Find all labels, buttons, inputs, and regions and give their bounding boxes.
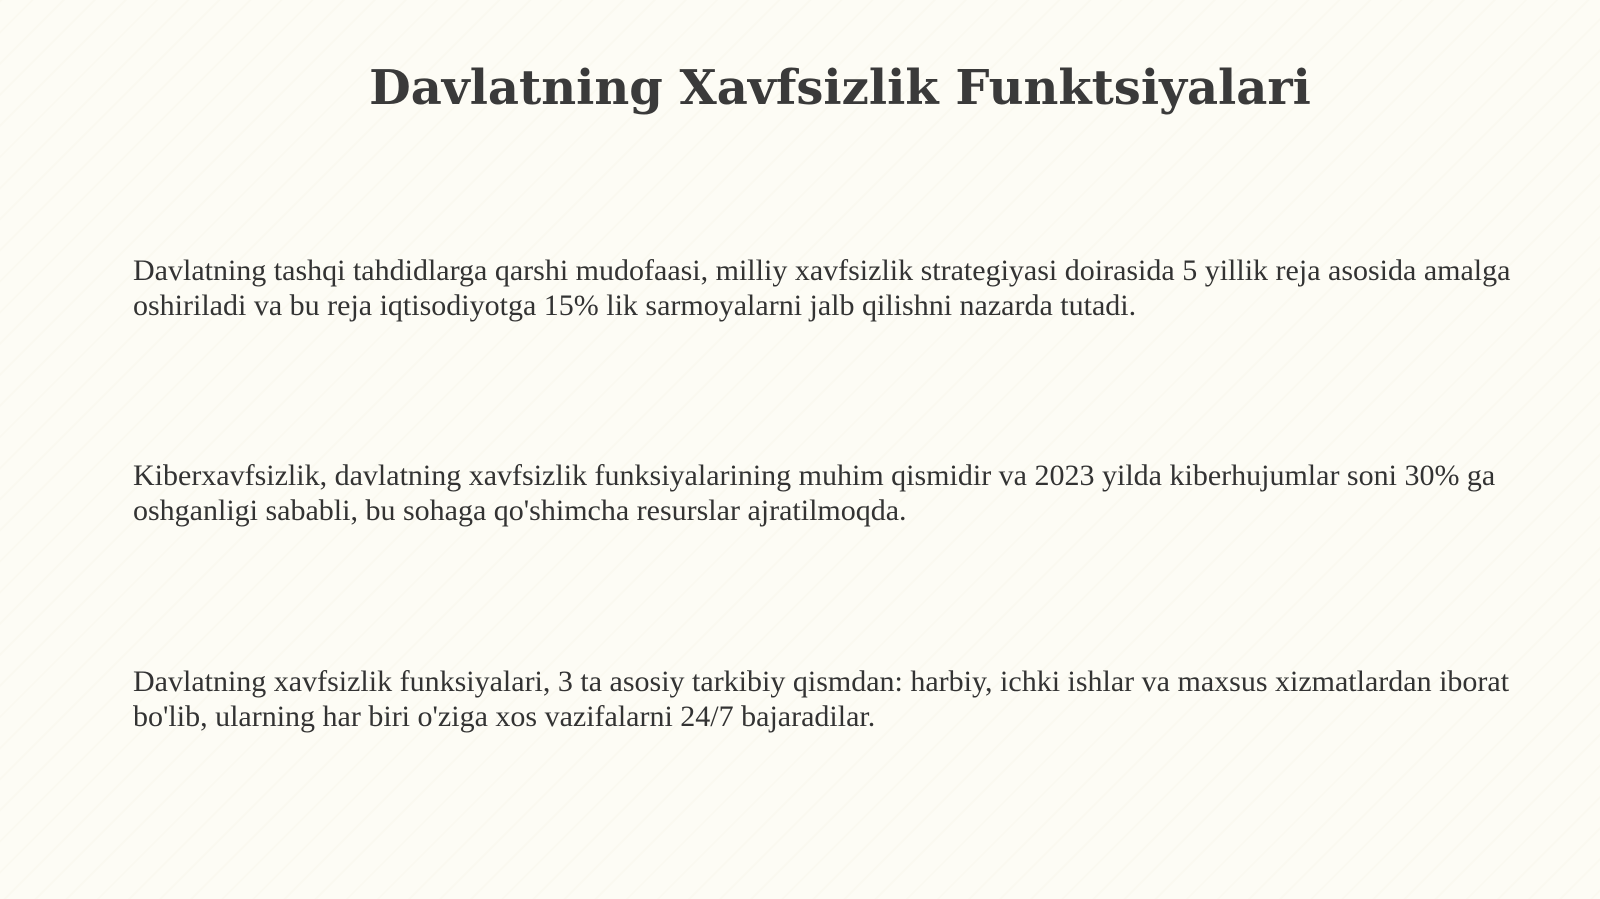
slide-title: Davlatning Xavfsizlik Funktsiyalari bbox=[369, 60, 1311, 116]
paragraph-3: Davlatning xavfsizlik funksiyalari, 3 ta asosiy tarkibiy qismdan: harbiy, ichki ishlar va maxsus xizmatlardan iborat bo'lib, ularning har biri o'ziga xos vazifalarni 24/7 bajaradilar. bbox=[133, 665, 1510, 733]
paragraph-1: Davlatning tashqi tahdidlarga qarshi mudofaasi, milliy xavfsizlik strategiyasi doirasida 5 yillik reja asosida amalga oshiriladi va bu reja iqtisodiyotga 15% lik sarmoyalarni jalb qilishni nazarda tutadi. bbox=[133, 254, 1511, 322]
paragraph-2: Kiberxavfsizlik, davlatning xavfsizlik funksiyalarining muhim qismidir va 2023 yilda kiberhujumlar soni 30% ga oshganligi sababli, bu sohaga qo'shimcha resurslar ajratilmoqda. bbox=[133, 459, 1496, 527]
